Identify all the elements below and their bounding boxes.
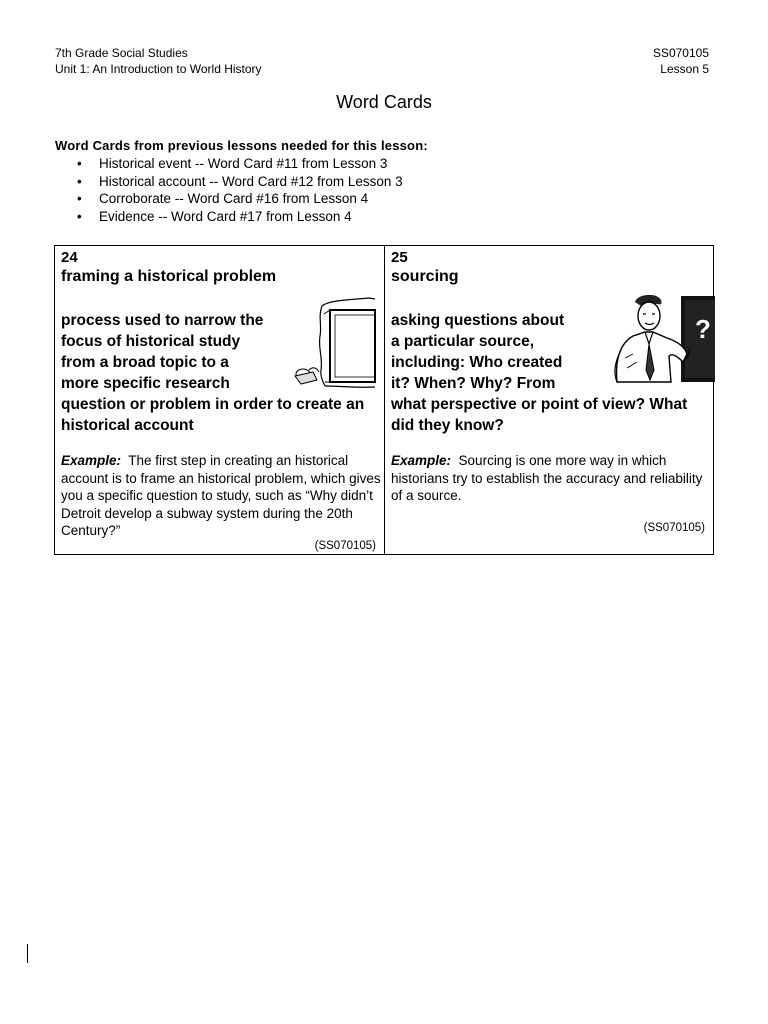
card-example <box>61 452 383 540</box>
definition-line: more specific research <box>61 375 230 392</box>
definition-line: it? When? Why? From <box>391 375 556 392</box>
example-text: Sourcing is one more way in which historians try to establish the accuracy and reliability of a source. <box>391 453 703 503</box>
definition-line: what perspective or point of view? What <box>391 396 688 413</box>
list-item: • Historical account -- Word Card #12 from Lesson 3 <box>75 173 403 191</box>
example-label: Example: <box>391 453 452 468</box>
text-cursor <box>27 944 28 963</box>
lesson-number: Lesson 5 <box>660 62 709 76</box>
definition-line: from a broad topic to a <box>61 354 229 371</box>
definition-line: historical account <box>61 417 194 434</box>
definition-line: question or problem in order to create an <box>61 396 365 413</box>
card-term: framing a historical problem <box>61 268 277 285</box>
definition-line: did they know? <box>391 417 504 434</box>
definition-line: focus of historical study <box>61 333 241 350</box>
previous-cards-heading: Word Cards from previous lessons needed for this lesson: <box>55 138 428 153</box>
header-right <box>653 45 709 77</box>
card-code: (SS070105) <box>643 522 705 534</box>
word-cards-table <box>54 245 714 555</box>
list-item: • Evidence -- Word Card #17 from Lesson 4 <box>75 208 403 226</box>
definition-line: including: Who created <box>391 354 563 371</box>
header-left <box>55 45 262 77</box>
course-name: 7th Grade Social Studies <box>55 46 188 60</box>
word-card-24 <box>55 246 384 554</box>
svg-text:?: ? <box>695 314 711 344</box>
unit-name: Unit 1: An Introduction to World History <box>55 62 262 76</box>
previous-cards-list <box>75 155 403 225</box>
definition-line: a particular source, <box>391 333 535 350</box>
list-item: • Historical event -- Word Card #11 from Lesson 3 <box>75 155 403 173</box>
card-term: sourcing <box>391 268 459 285</box>
word-card-25 <box>384 246 713 554</box>
page-title: Word Cards <box>336 92 432 112</box>
example-label: Example: <box>61 453 122 468</box>
card-definition <box>61 310 383 436</box>
card-code: (SS070105) <box>314 540 376 552</box>
card-example <box>391 452 713 505</box>
card-definition <box>391 310 713 436</box>
example-text: The first step in creating an historical account is to frame an historical problem, which gives you a specific question to study, such as “Why didn’t Detroit develop a subway system during the 20th Century?” <box>61 453 381 538</box>
definition-line: asking questions about <box>391 312 565 329</box>
document-code: SS070105 <box>652 46 709 60</box>
card-number: 25 <box>391 249 408 266</box>
list-item: • Corroborate -- Word Card #16 from Lesson 4 <box>75 190 403 208</box>
card-number: 24 <box>61 249 78 266</box>
definition-line: process used to narrow the <box>61 312 264 329</box>
